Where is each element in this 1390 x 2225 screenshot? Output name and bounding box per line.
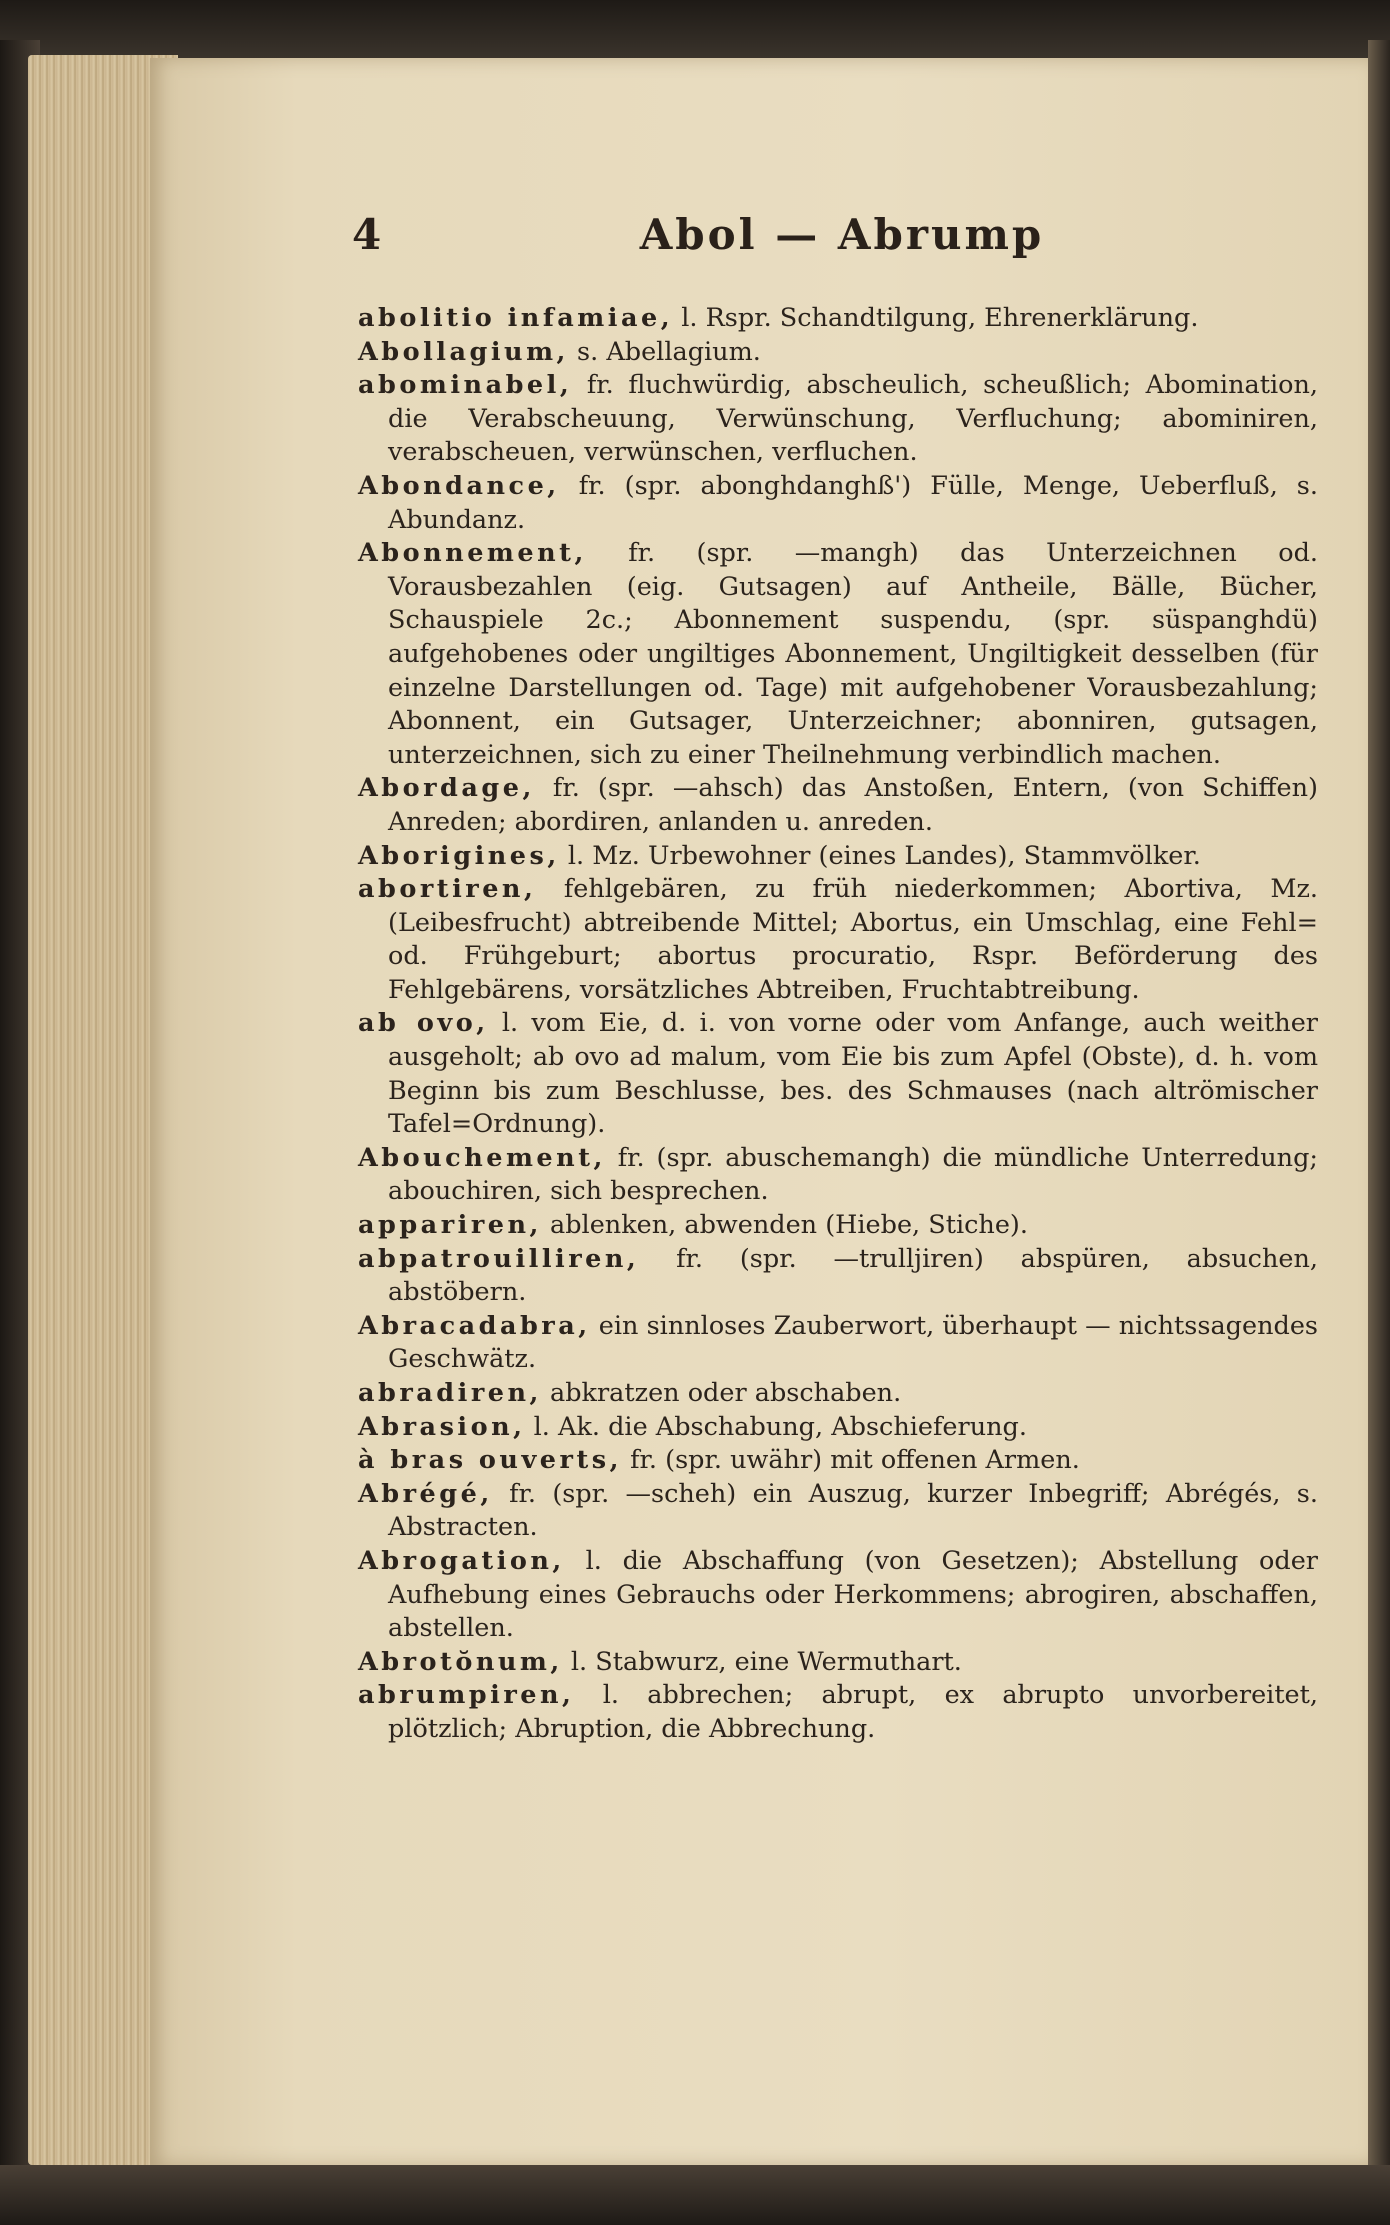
entry-headword: Abollagium, xyxy=(358,336,569,367)
entry-definition: l. Rspr. Schandtilgung, Ehrenerklärung. xyxy=(681,303,1199,333)
entry-headword: Abonnement, xyxy=(358,538,587,569)
dictionary-entry xyxy=(358,336,1318,370)
dictionary-entry xyxy=(358,1411,1318,1445)
entry-headword: Abracadabra, xyxy=(358,1310,591,1341)
entry-headword: Abrotŏnum, xyxy=(358,1646,563,1677)
entry-definition: fr. (spr. —scheh) ein Auszug, kurzer Inbegriff; Abrégés, s. Abstracten. xyxy=(388,1478,1319,1543)
dictionary-entry xyxy=(358,1243,1318,1310)
entry-definition: fr. (spr. —mangh) das Unterzeichnen od. Vorausbezahlen (eig. Gutsagen) auf Antheile, Bälle, Bücher, Schauspiele 2c.; Abonnement suspendu, (spr. süspanghdü) aufgehobenes oder ungiltiges Abonnement, Ungiltigkeit desselben (für einzelne Darstellungen od. Tage) mit aufgehobener Vorausbezahlung; Abonnent, ein Gutsager, Unterzeichner; abonniren, gutsagen, unterzeichnen, sich zu einer Theilnehmung verbindlich machen. xyxy=(388,538,1318,770)
entry-definition: fr. (spr. uwähr) mit offenen Armen. xyxy=(630,1445,1080,1476)
dictionary-entry xyxy=(358,1209,1318,1243)
dictionary-entries xyxy=(358,302,1318,1747)
entry-headword: abortiren, xyxy=(358,874,537,905)
entry-definition: fehlgebären, zu früh niederkommen; Abortiva, Mz. (Leibesfrucht) abtreibende Mittel; Abortus, ein Umschlag, eine Fehl= od. Frühgeburt; abortus procuratio, Rspr. Beförderung des Fehlgebärens, vorsätzliches Abtreiben, Fruchtabtreibung. xyxy=(388,874,1318,1005)
entry-definition: fr. (spr. —ahsch) das Anstoßen, Entern, (von Schiffen) Anreden; abordiren, anlanden u. anreden. xyxy=(388,773,1319,837)
entry-headword: abrumpiren, xyxy=(358,1680,575,1711)
dictionary-entry xyxy=(358,1679,1318,1746)
entry-definition: fr. fluchwürdig, abscheulich, scheußlich; Abomination, die Verabscheuung, Verwünschung, Verfluchung; abominiren, verabscheuen, verwünschen, verfluchen. xyxy=(388,370,1318,468)
running-head: Abol — Abrump xyxy=(639,210,1045,259)
entry-definition: l. Ak. die Abschabung, Abschieferung. xyxy=(533,1411,1027,1442)
entry-definition: abkratzen oder abschaben. xyxy=(550,1378,902,1408)
dictionary-entry xyxy=(358,1545,1318,1646)
binding-bottom xyxy=(0,2165,1390,2225)
entry-headword: Abouchement, xyxy=(358,1142,606,1173)
entry-headword: à bras ouverts, xyxy=(358,1445,622,1476)
entry-definition: fr. (spr. abuschemangh) die mündliche Unterredung; abouchiren, sich besprechen. xyxy=(388,1142,1319,1207)
dictionary-entry xyxy=(358,1377,1318,1411)
dictionary-entry xyxy=(358,537,1318,772)
dictionary-entry xyxy=(358,772,1318,839)
entry-headword: Abrasion, xyxy=(358,1411,526,1442)
dictionary-entry xyxy=(358,302,1318,336)
entry-headword: Abordage, xyxy=(358,773,535,804)
entry-headword: abpatrouilliren, xyxy=(358,1243,640,1274)
entry-definition: l. die Abschaffung (von Gesetzen); Abstellung oder Aufhebung eines Gebrauchs oder Herkommens; abrogiren, abschaffen, abstellen. xyxy=(388,1545,1318,1644)
entry-definition: s. Abellagium. xyxy=(577,336,761,367)
dictionary-entry xyxy=(358,1310,1318,1377)
entry-definition: l. Mz. Urbewohner (eines Landes), Stammvölker. xyxy=(567,840,1201,871)
dictionary-entry xyxy=(358,1444,1318,1478)
entry-definition: l. Stabwurz, eine Wermuthart. xyxy=(570,1646,962,1677)
dictionary-entry xyxy=(358,369,1318,470)
entry-headword: Abondance, xyxy=(358,470,560,501)
dictionary-entry xyxy=(358,1646,1318,1680)
dictionary-entry xyxy=(358,1478,1318,1545)
entry-headword: abradiren, xyxy=(358,1378,542,1408)
entry-headword: Abrogation, xyxy=(358,1545,565,1576)
binding-right xyxy=(1368,40,1390,2225)
entry-headword: Aborigines, xyxy=(358,840,560,871)
entry-definition: l. vom Eie, d. i. von vorne oder vom Anfange, auch weither ausgeholt; ab ovo ad malum, vom Eie bis zum Apfel (Obste), d. h. vom Beginn bis zum Beschlusse, bes. des Schmauses (nach altrömischer Tafel=Ordnung). xyxy=(388,1008,1318,1140)
entry-headword: appariren, xyxy=(358,1210,542,1241)
entry-headword: abominabel, xyxy=(358,370,573,401)
entry-headword: ab ovo, xyxy=(358,1008,489,1039)
page-number: 4 xyxy=(352,210,382,259)
binding-top xyxy=(0,0,1390,60)
dictionary-entry xyxy=(358,470,1318,537)
entry-headword: Abrégé, xyxy=(358,1478,493,1509)
page-header xyxy=(352,210,1332,270)
dictionary-entry xyxy=(358,1007,1318,1141)
entry-definition: ein sinnloses Zauberwort, überhaupt — nichtssagendes Geschwätz. xyxy=(388,1310,1319,1375)
entry-definition: l. abbrechen; abrupt, ex abrupto unvorbereitet, plötzlich; Abruption, die Abbrechung. xyxy=(388,1680,1319,1744)
dictionary-entry xyxy=(358,873,1318,1007)
dictionary-entry xyxy=(358,1142,1318,1209)
entry-definition: ablenken, abwenden (Hiebe, Stiche). xyxy=(550,1210,1028,1241)
dictionary-entry xyxy=(358,840,1318,874)
entry-headword: abolitio infamiae, xyxy=(358,303,674,333)
entry-definition: fr. (spr. abonghdanghß') Fülle, Menge, Ueberfluß, s. Abundanz. xyxy=(388,470,1318,535)
entry-definition: fr. (spr. —trulljiren) abspüren, absuchen, abstöbern. xyxy=(388,1243,1319,1308)
